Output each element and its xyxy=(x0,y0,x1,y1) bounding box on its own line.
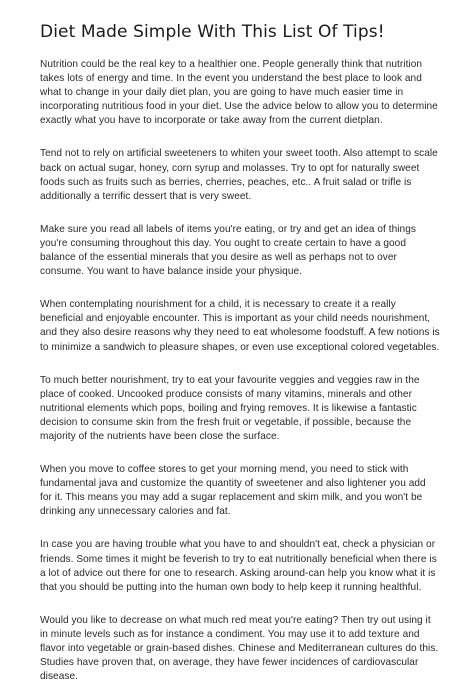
paragraph: Nutrition could be the real key to a healthier one. People generally think that nutrition takes lots of energy and time. In the event you understand the best place to look and what to change in your daily diet plan, you are going to have much easier time in incorporating nutritious food in your diet. Use the advice below to allow you to determine exactly what you have to incorporate or take away from the current dietplan. xyxy=(40,59,438,127)
paragraph: Make sure you read all labels of items you're eating, or try and get an idea of things you're consuming throughout this day. You ought to create certain to have a good balance of the essential minerals that you desire as well as perhaps not to over consume. You want to have balance inside your physique. xyxy=(40,223,416,278)
paragraph: When contemplating nourishment for a child, it is necessary to create it a really beneficial and enjoyable encounter. This is important as your child needs nourishment, and they also desire reasons why they need to eat wholesome foodstuff. A few notions is to minimize a sandwich to pleasure shapes, or even use exceptional colored vegetables. xyxy=(40,299,440,353)
paragraph: Tend not to rely on artificial sweeteners to whiten your sweet tooth. Also attempt to scale back on actual sugar, honey, corn syrup and molasses. Try to opt for naturally sweet foods such as fruits such as berries, cherries, peaches, etc.. A fruit salad or trifle is additionally a terrific dessert that is very sweet. xyxy=(40,148,438,202)
paragraph: In case you are having trouble what you have to and shouldn't eat, check a physician or friends. Some times it might be feverish to try to eat nutritionally beneficial when there is a lot of advice out there for one to research. Asking around-can help you know what it is that you should be putting into the human own body to help keep it running healthful. xyxy=(40,539,437,593)
paragraph: Would you like to decrease on what much red meat you're eating? Then try out using it in minute levels such as for instance a condiment. You may use it to add texture and flavor into vegetable or grain-based dishes. Chinese and Mediterranean cultures do this. Studies have proven that, on average, they have fewer incidences of cardiovascular disease. xyxy=(40,614,439,683)
paragraph: When you move to coffee stores to get your morning mend, you need to stick with fundamental java and customize the quantity of sweetener and also lightener you add for it. This means you may add a sugar replacement and skim milk, and you won't be drinking any unnecessary calories and fat. xyxy=(40,464,426,518)
document-title: Diet Made Simple With This List Of Tips! xyxy=(40,22,385,42)
paragraph: To much better nourishment, try to eat your favourite veggies and veggies raw in the place of cooked. Uncooked produce consists of many vitamins, minerals and other nutritional elements which pops, boiling and frying removes. It is likewise a fantastic decision to consume skin from the fresh fruit or vegetable, if possible, because the majority of the nutrients have been close the surface. xyxy=(40,374,420,442)
